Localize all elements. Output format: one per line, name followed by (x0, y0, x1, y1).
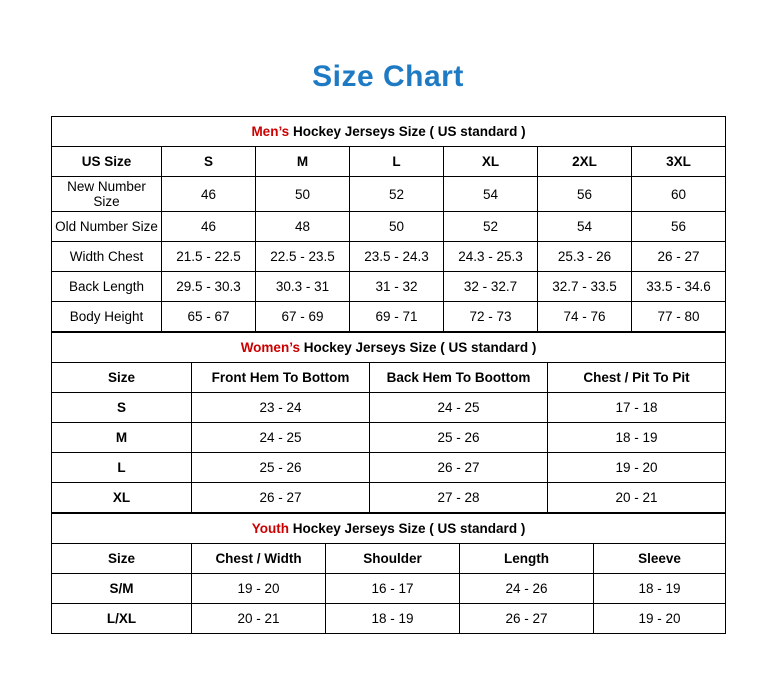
mens-row-0-val-3: 54 (444, 177, 538, 212)
table-row (52, 574, 726, 604)
mens-row-4-val-4: 74 - 76 (538, 302, 632, 332)
womens-header-rest: Hockey Jerseys Size ( US standard ) (299, 340, 537, 355)
youth-row-0-label: S/M (52, 574, 192, 604)
table-header-row (52, 363, 726, 393)
mens-row-2-label: Width Chest (52, 242, 162, 272)
youth-col-0: Size (52, 544, 192, 574)
table-section-header-row (52, 333, 726, 363)
youth-row-0-val-3: 18 - 19 (594, 574, 726, 604)
womens-size-table (51, 332, 726, 513)
youth-row-1-val-2: 26 - 27 (460, 604, 594, 634)
womens-row-1-label: M (52, 423, 192, 453)
youth-col-2: Shoulder (326, 544, 460, 574)
table-header-row (52, 147, 726, 177)
mens-row-3-val-2: 31 - 32 (350, 272, 444, 302)
table-row (52, 177, 726, 212)
youth-row-0-val-0: 19 - 20 (192, 574, 326, 604)
mens-row-1-label: Old Number Size (52, 212, 162, 242)
table-row (52, 212, 726, 242)
mens-row-2-val-5: 26 - 27 (632, 242, 726, 272)
womens-row-0-label: S (52, 393, 192, 423)
womens-section-header (52, 333, 726, 363)
womens-row-1-val-2: 18 - 19 (548, 423, 726, 453)
mens-row-4-val-3: 72 - 73 (444, 302, 538, 332)
mens-row-3-label: Back Length (52, 272, 162, 302)
mens-col-0: US Size (52, 147, 162, 177)
table-row (52, 272, 726, 302)
womens-row-1-val-0: 24 - 25 (192, 423, 370, 453)
mens-row-2-val-0: 21.5 - 22.5 (162, 242, 256, 272)
womens-col-1: Front Hem To Bottom (192, 363, 370, 393)
table-row (52, 393, 726, 423)
youth-col-4: Sleeve (594, 544, 726, 574)
mens-row-2-val-2: 23.5 - 24.3 (350, 242, 444, 272)
mens-row-0-val-0: 46 (162, 177, 256, 212)
mens-row-1-val-0: 46 (162, 212, 256, 242)
mens-row-2-val-1: 22.5 - 23.5 (256, 242, 350, 272)
mens-row-3-val-1: 30.3 - 31 (256, 272, 350, 302)
youth-size-table (51, 513, 726, 634)
mens-row-1-val-3: 52 (444, 212, 538, 242)
womens-col-0: Size (52, 363, 192, 393)
mens-row-0-val-2: 52 (350, 177, 444, 212)
womens-row-0-val-2: 17 - 18 (548, 393, 726, 423)
womens-header-accent: Women’s (240, 340, 300, 355)
mens-section-header (52, 117, 726, 147)
mens-row-0-val-5: 60 (632, 177, 726, 212)
mens-row-4-val-2: 69 - 71 (350, 302, 444, 332)
youth-header-accent: Youth (251, 521, 289, 536)
youth-row-1-val-0: 20 - 21 (192, 604, 326, 634)
womens-row-3-val-2: 20 - 21 (548, 483, 726, 513)
mens-row-2-val-3: 24.3 - 25.3 (444, 242, 538, 272)
womens-col-2: Back Hem To Boottom (370, 363, 548, 393)
womens-row-0-val-1: 24 - 25 (370, 393, 548, 423)
mens-row-3-val-4: 32.7 - 33.5 (538, 272, 632, 302)
mens-row-4-val-0: 65 - 67 (162, 302, 256, 332)
youth-row-0-val-2: 24 - 26 (460, 574, 594, 604)
mens-header-rest: Hockey Jerseys Size ( US standard ) (289, 124, 526, 139)
mens-row-3-val-3: 32 - 32.7 (444, 272, 538, 302)
mens-col-5: 2XL (538, 147, 632, 177)
youth-row-1-val-3: 19 - 20 (594, 604, 726, 634)
mens-col-1: S (162, 147, 256, 177)
mens-size-table (51, 116, 726, 332)
table-section-header-row (52, 117, 726, 147)
womens-row-0-val-0: 23 - 24 (192, 393, 370, 423)
mens-row-0-val-1: 50 (256, 177, 350, 212)
mens-col-6: 3XL (632, 147, 726, 177)
table-row (52, 423, 726, 453)
womens-row-1-val-1: 25 - 26 (370, 423, 548, 453)
table-row (52, 483, 726, 513)
table-section-header-row (52, 514, 726, 544)
youth-section-header (52, 514, 726, 544)
mens-row-1-val-2: 50 (350, 212, 444, 242)
youth-col-1: Chest / Width (192, 544, 326, 574)
mens-header-accent: Men’s (251, 124, 290, 139)
womens-row-2-val-2: 19 - 20 (548, 453, 726, 483)
mens-row-0-label: New Number Size (52, 177, 162, 212)
youth-row-1-val-1: 18 - 19 (326, 604, 460, 634)
youth-col-3: Length (460, 544, 594, 574)
mens-row-3-val-5: 33.5 - 34.6 (632, 272, 726, 302)
mens-row-2-val-4: 25.3 - 26 (538, 242, 632, 272)
womens-row-2-label: L (52, 453, 192, 483)
youth-row-0-val-1: 16 - 17 (326, 574, 460, 604)
womens-row-3-val-1: 27 - 28 (370, 483, 548, 513)
womens-row-2-val-1: 26 - 27 (370, 453, 548, 483)
mens-row-4-label: Body Height (52, 302, 162, 332)
youth-row-1-label: L/XL (52, 604, 192, 634)
mens-row-3-val-0: 29.5 - 30.3 (162, 272, 256, 302)
page-title: Size Chart (312, 60, 464, 93)
womens-row-2-val-0: 25 - 26 (192, 453, 370, 483)
mens-row-4-val-1: 67 - 69 (256, 302, 350, 332)
table-row (52, 242, 726, 272)
mens-col-3: L (350, 147, 444, 177)
mens-row-1-val-1: 48 (256, 212, 350, 242)
table-row (52, 604, 726, 634)
womens-row-3-val-0: 26 - 27 (192, 483, 370, 513)
mens-col-2: M (256, 147, 350, 177)
table-row (52, 453, 726, 483)
youth-header-rest: Hockey Jerseys Size ( US standard ) (288, 521, 526, 536)
mens-row-1-val-4: 54 (538, 212, 632, 242)
mens-col-4: XL (444, 147, 538, 177)
table-row (52, 302, 726, 332)
womens-col-3: Chest / Pit To Pit (548, 363, 726, 393)
womens-row-3-label: XL (52, 483, 192, 513)
table-header-row (52, 544, 726, 574)
mens-row-1-val-5: 56 (632, 212, 726, 242)
mens-row-0-val-4: 56 (538, 177, 632, 212)
size-chart-tables (51, 116, 725, 634)
mens-row-4-val-5: 77 - 80 (632, 302, 726, 332)
